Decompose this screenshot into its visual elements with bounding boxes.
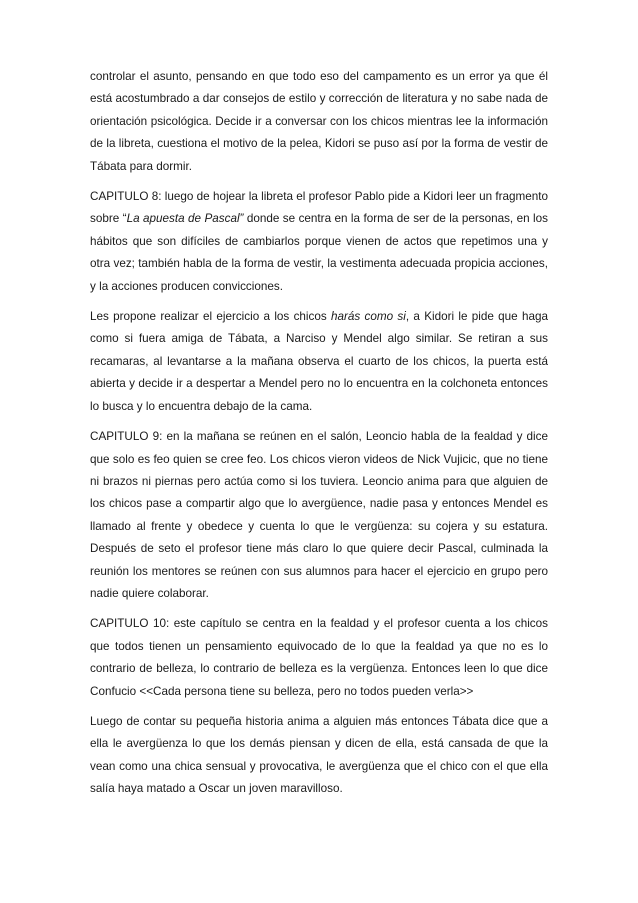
paragraph-text: CAPITULO 8: luego de hojear la libreta el profesor Pablo pide a Kidori leer un fragmento sobre “ [90, 190, 548, 226]
paragraph-text: controlar el asunto, pensando en que todo eso del campamento es un error ya que él está acostumbrado a dar consejos de estilo y corrección de literatura y no sabe nada de orientación psicológica. Decide ir a conversar con los chicos mientras lee la información de la libreta, cuestiona el motivo de la pelea, Kidori se puso así por la forma de vestir de Tábata para dormir. [90, 70, 548, 173]
paragraph-3 [90, 306, 548, 418]
paragraph-text: CAPITULO 9: en la mañana se reúnen en el salón, Leoncio habla de la fealdad y dice que solo es feo quien se cree feo. Los chicos vieron videos de Nick Vujicic, que no tiene ni brazos ni piernas pero actúa como si los tuviera. Leoncio anima para que alguien de los chicos pase a compartir algo que lo avergüence, nadie pasa y entonces Mendel es llamado al frente y obedece y cuenta lo que le vergüenza: su cojera y su estatura. Después de seto el profesor tiene más claro lo que quiere decir Pascal, culminada la reunión los mentores se reúnen con sus alumnos para hacer el ejercicio en grupo pero nadie quiere colaborar. [90, 430, 548, 600]
paragraph-6 [90, 711, 548, 801]
document-page [90, 66, 548, 801]
paragraph-text: Les propone realizar el ejercicio a los chicos [90, 310, 331, 324]
paragraph-chapter-10 [90, 613, 548, 703]
paragraph-text: , a Kidori le pide que haga como si fuera amiga de Tábata, a Narciso y Mendel algo similar. Se retiran a sus recamaras, al levantarse a la mañana observa el cuarto de los chicos, la puerta está abierta y decide ir a despertar a Mendel pero no lo encuentra en la colchoneta entonces lo busca y lo encuentra debajo de la cama. [90, 310, 548, 413]
paragraph-text: donde se centra en la forma de ser de la personas, en los hábitos que son difíciles de cambiarlos porque vienen de actos que repetimos una y otra vez; también habla de la forma de vestir, la vestimenta adecuada propicia acciones, y la acciones producen convicciones. [90, 212, 548, 293]
paragraph-text: Luego de contar su pequeña historia anima a alguien más entonces Tábata dice que a ella le avergüenza lo que los demás piensan y dicen de ella, está cansada de que la vean como una chica sensual y provocativa, le avergüenza que el chico con el que ella salía haya matado a Oscar un joven maravilloso. [90, 714, 548, 796]
paragraph-chapter-8 [90, 186, 548, 298]
paragraph-text: CAPITULO 10: este capítulo se centra en la fealdad y el profesor cuenta a los chicos que todos tienen un pensamiento equivocado de lo que la fealdad ya que no es lo contrario de belleza, lo contrario de belleza es la vergüenza. Entonces leen lo que dice Confucio <<Cada persona tiene su belleza, pero no todos pueden verla>> [90, 617, 548, 698]
paragraph-chapter-9 [90, 426, 548, 605]
paragraph-1 [90, 66, 548, 178]
exercise-name-italic: harás como si [331, 310, 406, 324]
book-title-italic: La apuesta de Pascal” [126, 212, 244, 226]
